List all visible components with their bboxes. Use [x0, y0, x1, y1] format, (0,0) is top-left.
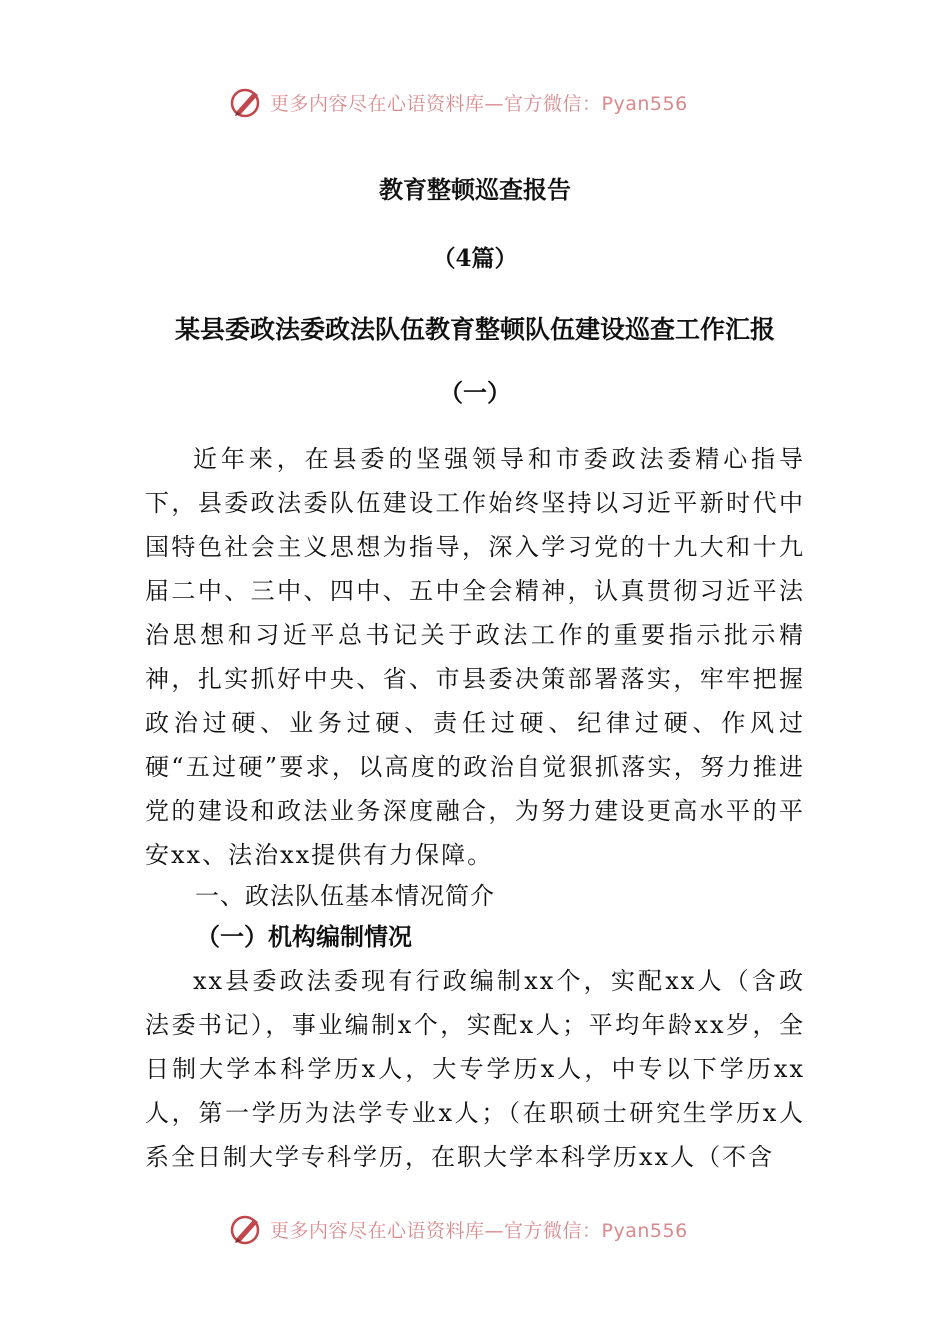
watermark-banner-top: [228, 82, 688, 122]
subsection-heading-1: （一）机构编制情况: [196, 922, 412, 951]
watermark-text: 更多内容尽在心语资料库—官方微信：Pyan556: [270, 1219, 688, 1242]
pen-seal-icon: [228, 1211, 264, 1247]
watermark-text: 更多内容尽在心语资料库—官方微信：Pyan556: [270, 92, 688, 115]
body-paragraph-2: xx县委政法委现有行政编制xx个，实配xx人（含政法委书记），事业编制x个，实配x人；平均年龄xx岁，全日制大学本科学历x人，大专学历x人，中专以下学历xx人，第一学历为法学专业x人；（在职硕士研究生学历x人系全日制大学专科学历，在职大学本科学历xx人（不含: [145, 967, 805, 1171]
document-count: （4篇）: [432, 245, 518, 272]
watermark-banner-bottom: [228, 1209, 688, 1249]
pen-seal-icon: [228, 84, 264, 120]
document-title: 教育整顿巡查报告: [379, 175, 571, 204]
body-paragraph-1: 近年来，在县委的坚强领导和市委政法委精心指导下，县委政法委队伍建设工作始终坚持以习近平新时代中国特色社会主义思想为指导，深入学习党的十九大和十九届二中、三中、四中、五中全会精神，认真贯彻习近平法治思想和习近平总书记关于政法工作的重要指示批示精神，扎实抓好中央、省、市县委决策部署落实，牢牢把握政治过硬、业务过硬、责任过硬、纪律过硬、作风过硬“五过硬”要求，以高度的政治自觉狠抓落实，努力推进党的建设和政法业务深度融合，为努力建设更高水平的平安xx、法治xx提供有力保障。: [145, 445, 805, 869]
section-heading-1: 一、政法队伍基本情况简介: [195, 882, 495, 910]
section-number: （一）: [439, 378, 511, 407]
document-subtitle: 某县委政法委政法队伍教育整顿队伍建设巡查工作汇报: [174, 315, 775, 344]
